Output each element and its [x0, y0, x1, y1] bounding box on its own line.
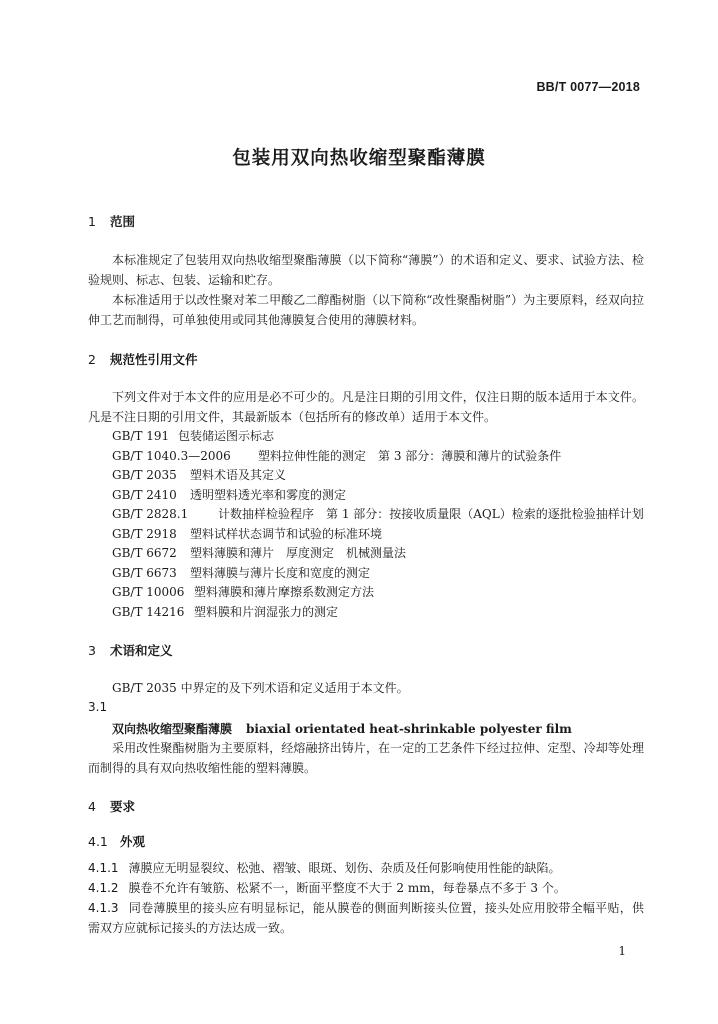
section-title: 术语和定义 — [110, 643, 173, 658]
clause-text: 同卷薄膜里的接头应有明显标记，能从膜卷的侧面判断接头位置，接头处应用胶带全幅平贴，供需双方应就标记接头的方法达成一致。 — [88, 901, 644, 935]
reference-item — [112, 427, 644, 447]
clause-text: 膜卷不允许有皱筋、松紧不一，断面平整度不大于 2 mm，每卷暴点不多于 3 个。 — [128, 881, 566, 895]
reference-item — [112, 466, 644, 486]
reference-code: GB/T 6673 — [112, 565, 177, 580]
document-title: 包装用双向热收缩型聚酯薄膜 — [232, 148, 486, 169]
reference-title: 塑料薄膜和薄片摩擦系数测定方法 — [194, 585, 375, 599]
reference-code: GB/T 191 — [112, 429, 170, 443]
clause-text: 薄膜应无明显裂纹、松弛、褶皱、眼斑、划伤、杂质及任何影响使用性能的缺陷。 — [128, 861, 561, 875]
reference-title: 塑料薄膜和薄片 厚度测定 机械测量法 — [190, 546, 407, 560]
subsection-title: 外观 — [120, 834, 146, 849]
reference-code: GB/T 6672 — [112, 546, 177, 560]
clause-number: 4.1.1 — [88, 861, 119, 875]
section-number: 2 — [88, 352, 96, 367]
section-2-paragraph-1: 下列文件对于本文件的应用是必不可少的。凡是注日期的引用文件，仅注日期的版本适用于本文件。凡是不注日期的引用文件，其最新版本（包括所有的修改单）适用于本文件。 — [88, 390, 644, 424]
reference-item — [112, 505, 644, 525]
section-4-heading — [88, 797, 135, 815]
section-2-heading — [88, 350, 198, 368]
term-definition: 采用改性聚酯树脂为主要原料，经熔融挤出铸片，在一定的工艺条件下经过拉伸、定型、冷却等处理而制得的具有双向热收缩性能的塑料薄膜。 — [88, 741, 644, 775]
reference-title: 塑料薄膜与薄片长度和宽度的测定 — [190, 565, 371, 580]
reference-title: 透明塑料透光率和雾度的测定 — [190, 487, 347, 502]
section-title: 要求 — [110, 799, 136, 814]
standard-code: BB/T 0077—2018 — [536, 80, 640, 94]
term-chinese: 双向热收缩型聚酯薄膜 — [112, 722, 233, 736]
reference-title: 塑料试样状态调节和试验的标准环境 — [190, 526, 383, 541]
section-3-paragraph-1: GB/T 2035 中界定的及下列术语和定义适用于本文件。 — [112, 681, 409, 695]
reference-title: 塑料拉伸性能的测定 第 3 部分：薄膜和薄片的试验条件 — [258, 448, 562, 463]
reference-title: 包装储运图示标志 — [178, 429, 275, 443]
reference-code: GB/T 2035 — [112, 468, 177, 482]
normative-reference-list — [112, 427, 644, 622]
subsection-4-1-heading — [88, 832, 145, 850]
term-english: biaxial orientated heat-shrinkable polyester film — [246, 722, 572, 736]
reference-item — [112, 486, 644, 506]
reference-item — [112, 525, 644, 545]
reference-item — [112, 583, 644, 603]
reference-code: GB/T 2410 — [112, 487, 177, 502]
section-number: 3 — [88, 643, 96, 658]
reference-title: 塑料术语及其定义 — [190, 468, 287, 482]
reference-code: GB/T 2828.1 — [112, 507, 189, 521]
reference-code: GB/T 2918 — [112, 526, 177, 541]
reference-item — [112, 544, 644, 564]
clause-4-1-3 — [88, 898, 644, 938]
clause-number: 4.1.2 — [88, 881, 119, 895]
clause-4-1-1 — [88, 858, 644, 878]
section-1-heading — [88, 212, 135, 230]
section-3-heading — [88, 641, 173, 659]
reference-item — [112, 564, 644, 584]
page-number: 1 — [618, 944, 626, 958]
section-number: 4 — [88, 799, 96, 814]
section-1-paragraph-1: 本标准规定了包装用双向热收缩型聚酯薄膜（以下简称“薄膜”）的术语和定义、要求、试验方法、检验规则、标志、包装、运输和贮存。 — [88, 253, 644, 287]
reference-title: 塑料膜和片润湿张力的测定 — [194, 604, 339, 619]
section-title: 规范性引用文件 — [110, 352, 198, 367]
term-entry — [112, 720, 572, 737]
reference-item — [112, 447, 644, 467]
section-title: 范围 — [110, 214, 136, 229]
reference-code: GB/T 10006 — [112, 585, 185, 599]
clause-4-1-2 — [88, 878, 644, 898]
reference-code: GB/T 1040.3—2006 — [112, 448, 231, 463]
reference-item — [112, 603, 644, 623]
clause-number: 4.1.3 — [88, 901, 119, 915]
section-1-paragraph-2: 本标准适用于以改性聚对苯二甲酸乙二醇酯树脂（以下简称“改性聚酯树脂”）为主要原料，经双向拉伸工艺而制得，可单独使用或同其他薄膜复合使用的薄膜材料。 — [88, 293, 644, 327]
reference-code: GB/T 14216 — [112, 604, 185, 619]
term-number: 3.1 — [88, 700, 108, 714]
subsection-number: 4.1 — [88, 834, 108, 849]
section-number: 1 — [88, 214, 96, 229]
reference-title: 计数抽样检验程序 第 1 部分：按接收质量限（AQL）检索的逐批检验抽样计划 — [218, 507, 644, 521]
